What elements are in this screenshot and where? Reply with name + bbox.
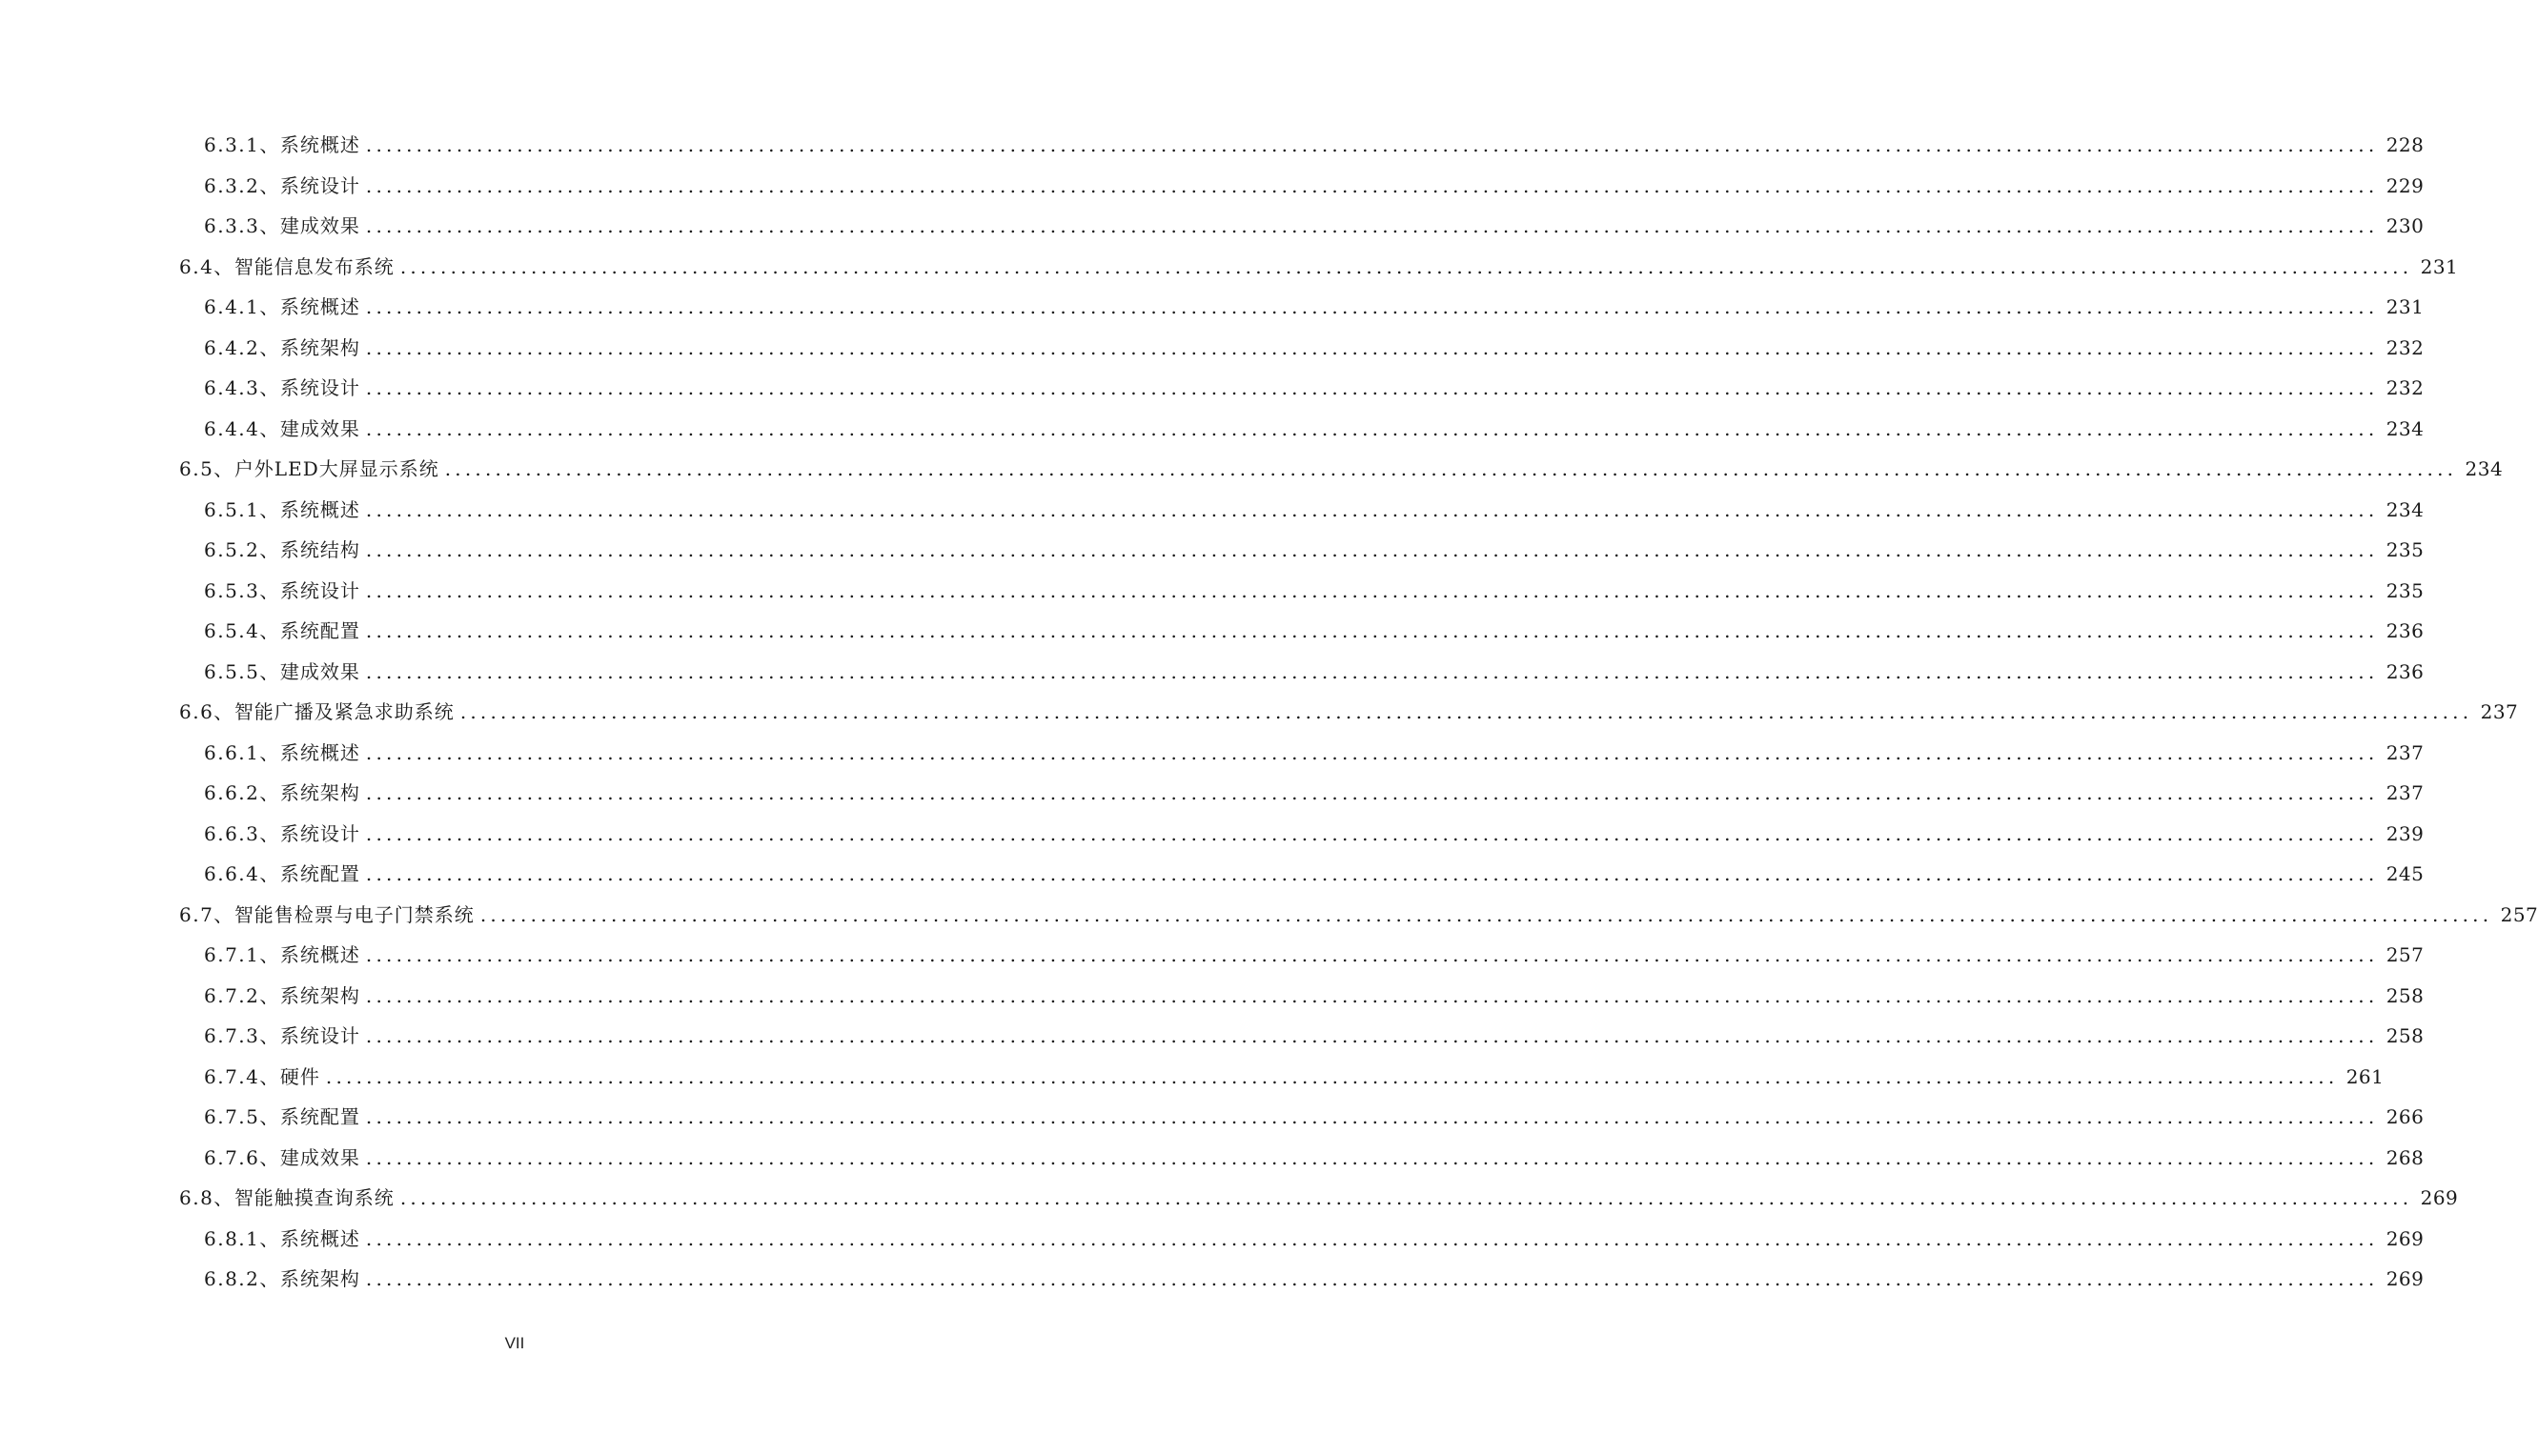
- toc-entry[interactable]: [0, 409, 2425, 450]
- toc-dot-leader: ........................................................................................................................................................................................................: [365, 214, 2379, 237]
- toc-entry-number: 6.4.2、: [204, 335, 280, 359]
- toc-entry[interactable]: [0, 1219, 2425, 1260]
- toc-entry-page: 232: [2386, 335, 2425, 359]
- toc-entry-title: 系统架构: [279, 983, 360, 1007]
- toc-dot-leader: ........................................................................................................................................................................................................: [365, 497, 2379, 521]
- toc-entry[interactable]: [0, 935, 2425, 976]
- toc-entry[interactable]: [0, 571, 2425, 612]
- toc-entry[interactable]: [0, 1016, 2425, 1057]
- toc-entry-number: 6.6.3、: [204, 821, 280, 845]
- toc-entry-number: 6.7.4、: [204, 1064, 280, 1088]
- toc-entry-page: 235: [2386, 578, 2425, 602]
- toc-entry-number: 6.8、: [179, 1186, 234, 1209]
- toc-entry-number: 6.7.6、: [204, 1145, 280, 1169]
- toc-entry-number: 6.5.2、: [204, 538, 280, 561]
- toc-dot-leader: ........................................................................................................................................................................................................: [365, 740, 2379, 764]
- toc-entry-page: 230: [2386, 214, 2425, 237]
- toc-entry[interactable]: [0, 1178, 2459, 1219]
- toc-dot-leader: ........................................................................................................................................................................................................: [365, 1145, 2379, 1169]
- toc-dot-leader: ........................................................................................................................................................................................................: [444, 457, 2458, 480]
- toc-entry-number: 6.7、: [179, 902, 234, 926]
- toc-dot-leader: ........................................................................................................................................................................................................: [365, 781, 2379, 804]
- toc-entry-page: 231: [2386, 295, 2425, 318]
- toc-entry[interactable]: [0, 125, 2425, 166]
- toc-dot-leader: ........................................................................................................................................................................................................: [365, 659, 2379, 683]
- toc-dot-leader: ........................................................................................................................................................................................................: [365, 1226, 2379, 1250]
- toc-entry-page: 236: [2386, 659, 2425, 683]
- toc-entry[interactable]: [0, 773, 2425, 814]
- toc-entry-title: 硬件: [279, 1064, 320, 1088]
- toc-entry-number: 6.3.1、: [204, 133, 280, 156]
- toc-dot-leader: ........................................................................................................................................................................................................: [365, 983, 2379, 1007]
- toc-entry-title: 系统配置: [279, 1105, 360, 1128]
- toc-entry-page: 237: [2386, 781, 2425, 804]
- toc-entry[interactable]: [0, 692, 2519, 733]
- toc-entry[interactable]: [0, 1259, 2425, 1300]
- toc-entry-number: 6.5、: [179, 457, 234, 480]
- toc-entry-title: 智能触摸查询系统: [233, 1186, 395, 1209]
- toc-entry[interactable]: [0, 611, 2425, 652]
- toc-entry[interactable]: [0, 1097, 2425, 1138]
- toc-entry[interactable]: [0, 1138, 2425, 1179]
- toc-entry[interactable]: [0, 652, 2425, 693]
- toc-entry-page: 266: [2386, 1105, 2425, 1128]
- toc-entry-title: 建成效果: [279, 416, 360, 440]
- toc-entry-title: 系统设计: [279, 821, 360, 845]
- toc-entry-page: 234: [2386, 497, 2425, 521]
- toc-entry-number: 6.4.3、: [204, 376, 280, 399]
- toc-entry-page: 269: [2386, 1226, 2425, 1250]
- toc-entry-number: 6.4、: [179, 254, 234, 278]
- toc-entry-number: 6.3.3、: [204, 214, 280, 237]
- toc-entry-page: 257: [2386, 943, 2425, 966]
- toc-entry[interactable]: [0, 206, 2425, 247]
- table-of-contents: [0, 125, 2538, 1300]
- toc-dot-leader: ........................................................................................................................................................................................................: [479, 902, 2493, 926]
- toc-entry-page: 257: [2500, 902, 2538, 926]
- toc-dot-leader: ........................................................................................................................................................................................................: [365, 376, 2379, 399]
- toc-entry-title: 户外LED大屏显示系统: [233, 457, 439, 480]
- toc-entry-title: 系统架构: [279, 781, 360, 804]
- toc-entry[interactable]: [0, 976, 2425, 1017]
- toc-entry-title: 建成效果: [279, 1145, 360, 1169]
- toc-entry-number: 6.3.2、: [204, 173, 280, 197]
- toc-entry[interactable]: [0, 287, 2425, 328]
- toc-entry-title: 系统概述: [279, 943, 360, 966]
- toc-entry-number: 6.6.1、: [204, 740, 280, 764]
- toc-dot-leader: ........................................................................................................................................................................................................: [399, 1186, 2413, 1209]
- toc-dot-leader: ........................................................................................................................................................................................................: [459, 700, 2473, 723]
- toc-entry-page: 258: [2386, 1024, 2425, 1047]
- toc-entry-title: 系统配置: [279, 619, 360, 642]
- toc-entry-page: 237: [2480, 700, 2519, 723]
- toc-entry-number: 6.7.1、: [204, 943, 280, 966]
- toc-dot-leader: ........................................................................................................................................................................................................: [365, 173, 2379, 197]
- toc-entry-number: 6.5.4、: [204, 619, 280, 642]
- toc-entry[interactable]: [0, 328, 2425, 369]
- toc-entry-title: 系统概述: [279, 740, 360, 764]
- toc-entry-page: 235: [2386, 538, 2425, 561]
- toc-dot-leader: ........................................................................................................................................................................................................: [365, 335, 2379, 359]
- toc-entry-page: 231: [2420, 254, 2459, 278]
- toc-dot-leader: ........................................................................................................................................................................................................: [365, 416, 2379, 440]
- toc-entry-page: 245: [2386, 862, 2425, 885]
- toc-entry-number: 6.7.3、: [204, 1024, 280, 1047]
- toc-entry-page: 234: [2386, 416, 2425, 440]
- toc-entry-title: 系统概述: [279, 295, 360, 318]
- toc-entry-title: 建成效果: [279, 214, 360, 237]
- toc-dot-leader: ........................................................................................................................................................................................................: [365, 578, 2379, 602]
- toc-entry-title: 系统概述: [279, 497, 360, 521]
- toc-dot-leader: ........................................................................................................................................................................................................: [365, 943, 2379, 966]
- toc-entry-title: 系统设计: [279, 1024, 360, 1047]
- toc-entry-title: 系统概述: [279, 133, 360, 156]
- toc-entry-number: 6.6.4、: [204, 862, 280, 885]
- toc-dot-leader: ........................................................................................................................................................................................................: [365, 619, 2379, 642]
- toc-entry-number: 6.5.5、: [204, 659, 280, 683]
- toc-entry-number: 6.5.3、: [204, 578, 280, 602]
- toc-entry-page: 229: [2386, 173, 2425, 197]
- toc-entry-title: 系统架构: [279, 335, 360, 359]
- toc-dot-leader: ........................................................................................................................................................................................................: [365, 1105, 2379, 1128]
- toc-entry[interactable]: [0, 247, 2459, 288]
- toc-dot-leader: ........................................................................................................................................................................................................: [365, 538, 2379, 561]
- toc-entry-number: 6.4.1、: [204, 295, 280, 318]
- toc-entry-title: 系统设计: [279, 578, 360, 602]
- toc-dot-leader: ........................................................................................................................................................................................................: [365, 133, 2379, 156]
- toc-dot-leader: ........................................................................................................................................................................................................: [399, 254, 2413, 278]
- toc-entry-title: 建成效果: [279, 659, 360, 683]
- toc-dot-leader: ........................................................................................................................................................................................................: [325, 1064, 2339, 1088]
- toc-entry-number: 6.8.1、: [204, 1226, 280, 1250]
- toc-entry-title: 智能信息发布系统: [233, 254, 395, 278]
- toc-entry-number: 6.8.2、: [204, 1267, 280, 1290]
- toc-entry-page: 239: [2386, 821, 2425, 845]
- toc-entry[interactable]: [0, 854, 2425, 895]
- toc-entry[interactable]: [0, 1057, 2385, 1098]
- toc-dot-leader: ........................................................................................................................................................................................................: [365, 295, 2379, 318]
- toc-dot-leader: ........................................................................................................................................................................................................: [365, 1024, 2379, 1047]
- toc-entry-number: 6.7.2、: [204, 983, 280, 1007]
- toc-entry-number: 6.6.2、: [204, 781, 280, 804]
- toc-entry-title: 系统配置: [279, 862, 360, 885]
- toc-entry[interactable]: [0, 166, 2425, 207]
- toc-entry[interactable]: [0, 490, 2425, 531]
- toc-entry-title: 智能售检票与电子门禁系统: [233, 902, 475, 926]
- toc-entry-title: 系统结构: [279, 538, 360, 561]
- toc-entry-page: 268: [2386, 1145, 2425, 1169]
- toc-entry[interactable]: [0, 368, 2425, 409]
- toc-entry-number: 6.7.5、: [204, 1105, 280, 1128]
- page-number: VII: [504, 1334, 525, 1352]
- toc-entry-title: 系统设计: [279, 376, 360, 399]
- toc-entry-page: 228: [2386, 133, 2425, 156]
- toc-entry-page: 234: [2465, 457, 2504, 480]
- toc-entry-number: 6.4.4、: [204, 416, 280, 440]
- toc-entry-title: 系统概述: [279, 1226, 360, 1250]
- toc-entry[interactable]: [0, 449, 2504, 490]
- toc-entry-page: 269: [2386, 1267, 2425, 1290]
- toc-entry-title: 系统设计: [279, 173, 360, 197]
- toc-dot-leader: ........................................................................................................................................................................................................: [365, 821, 2379, 845]
- toc-entry-title: 系统架构: [279, 1267, 360, 1290]
- toc-entry-page: 236: [2386, 619, 2425, 642]
- toc-entry[interactable]: [0, 530, 2425, 571]
- toc-entry-page: 269: [2420, 1186, 2459, 1209]
- toc-entry[interactable]: [0, 733, 2425, 774]
- toc-entry-number: 6.5.1、: [204, 497, 280, 521]
- toc-entry-title: 智能广播及紧急求助系统: [233, 700, 455, 723]
- toc-entry-page: 237: [2386, 740, 2425, 764]
- toc-entry[interactable]: [0, 895, 2538, 936]
- toc-dot-leader: ........................................................................................................................................................................................................: [365, 1267, 2379, 1290]
- toc-entry-page: 232: [2386, 376, 2425, 399]
- toc-entry-page: 261: [2345, 1064, 2385, 1088]
- toc-entry[interactable]: [0, 814, 2425, 855]
- toc-entry-page: 258: [2386, 983, 2425, 1007]
- toc-dot-leader: ........................................................................................................................................................................................................: [365, 862, 2379, 885]
- toc-entry-number: 6.6、: [179, 700, 234, 723]
